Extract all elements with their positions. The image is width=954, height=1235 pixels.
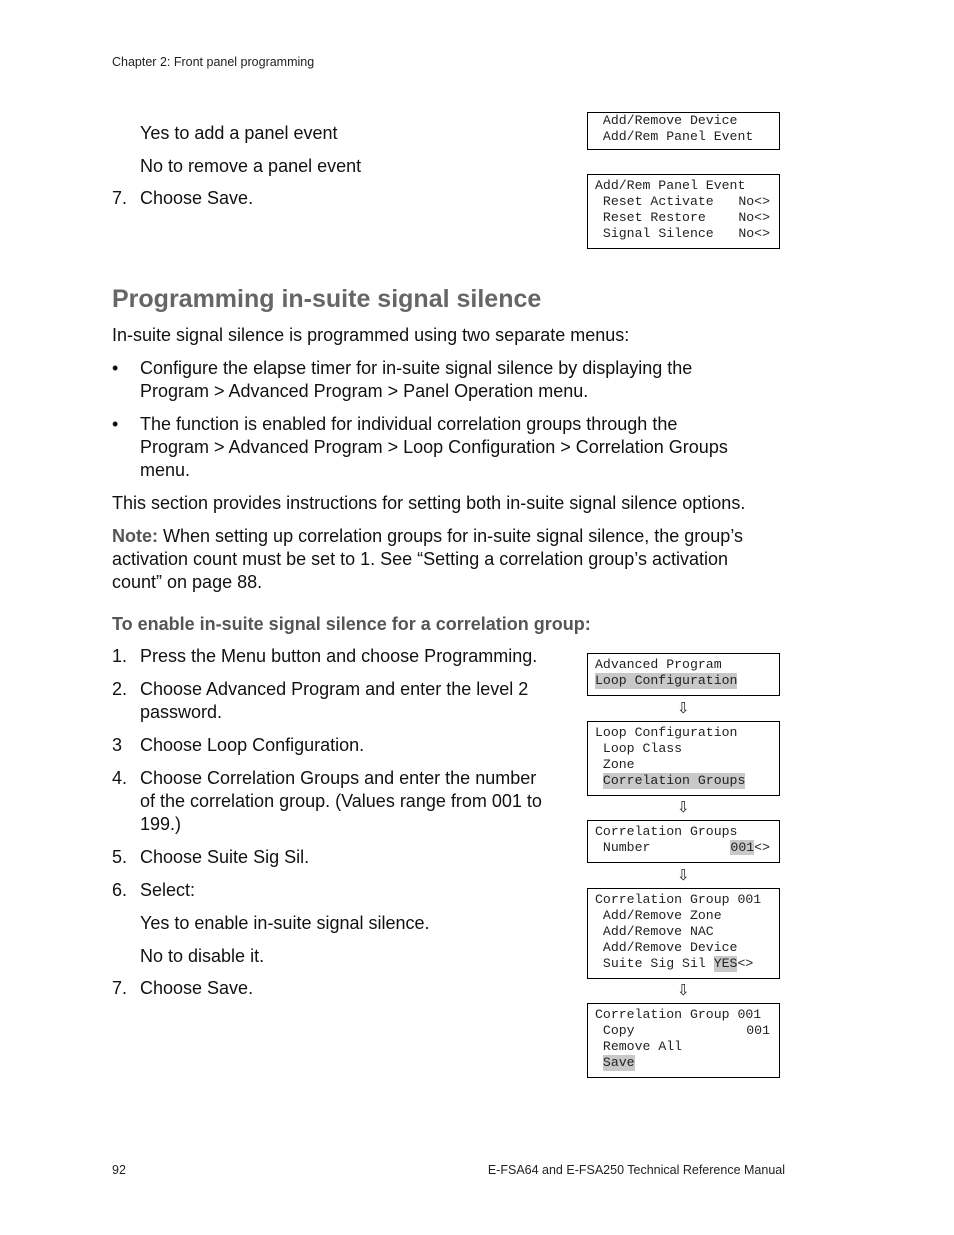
intro-paragraph: In-suite signal silence is programmed using two separate menus: — [112, 325, 630, 345]
lcd-label — [595, 1023, 603, 1039]
bullet-line: Configure the elapse timer for in-suite signal silence by displaying the — [140, 358, 693, 378]
lcd-selected-item: Correlation Groups — [602, 773, 746, 788]
bullet-line: Program > Advanced Program > Loop Configuration > Correlation Groups — [140, 437, 728, 457]
bullet-marker: • — [112, 414, 119, 434]
lcd-text: Correlation Groups — [595, 824, 738, 839]
lcd-screen-correlation-groups — [587, 820, 780, 863]
lcd-line — [595, 194, 779, 210]
bullet-line: Program > Advanced Program > Panel Operation menu. — [140, 381, 589, 401]
lcd-text: Add/Remove NAC — [602, 924, 714, 939]
lcd-text: Zone — [602, 757, 635, 772]
lcd-text: Add/Remove Device — [602, 940, 738, 955]
lcd-line — [595, 1039, 779, 1055]
lcd-screen-loop-configuration — [587, 721, 780, 796]
lcd-text — [595, 773, 603, 789]
step-line: 199.) — [140, 814, 182, 834]
lcd-line — [595, 226, 779, 242]
step-line: Choose Correlation Groups and enter the number — [140, 768, 537, 788]
lcd-line — [595, 824, 779, 840]
lcd-screen-panel-event — [587, 174, 780, 249]
lcd-text — [595, 757, 603, 773]
page-number: 92 — [112, 1163, 126, 1177]
lcd-line — [595, 956, 779, 972]
lcd-label — [595, 956, 603, 972]
down-arrow-icon: ⇩ — [677, 981, 690, 999]
lcd-line — [595, 840, 779, 856]
lcd-text — [595, 924, 603, 940]
lcd-gap — [706, 956, 714, 972]
lcd-title: Add/Rem Panel Event — [595, 178, 746, 193]
lcd-suffix: <> — [754, 840, 770, 855]
lcd-value-group — [730, 840, 779, 856]
lcd-line — [595, 178, 779, 194]
step-text: Choose Loop Configuration. — [140, 735, 365, 755]
lcd-screen-correlation-group-001 — [587, 888, 780, 979]
yes-option-text: Yes to add a panel event — [140, 123, 338, 143]
lcd-line — [595, 113, 779, 129]
lcd-line — [595, 725, 779, 741]
no-option-text: No to disable it. — [140, 946, 265, 966]
lcd-label: Reset Activate — [602, 194, 714, 209]
lcd-text: Add/Remove Device — [602, 113, 738, 128]
note-line: activation count must be set to 1. See “Setting a correlation group’s activation — [112, 549, 729, 569]
step-line: Choose Advanced Program and enter the level 2 — [140, 679, 529, 699]
running-header: Chapter 2: Front panel programming — [112, 55, 315, 69]
lcd-label: Number — [602, 840, 651, 855]
lcd-text — [595, 1055, 603, 1071]
lcd-text: Add/Remove Zone — [602, 908, 722, 923]
lcd-line — [595, 940, 779, 956]
step-text — [140, 767, 542, 836]
lcd-label — [595, 840, 603, 856]
section-title: Programming in-suite signal silence — [112, 285, 542, 313]
lcd-selected-value: YES — [713, 956, 738, 971]
step-line: password. — [140, 702, 223, 722]
lcd-suffix: <> — [737, 956, 754, 971]
lcd-label: Suite Sig Sil — [602, 956, 706, 971]
lcd-text: Correlation Group 001 — [595, 892, 762, 907]
lcd-line — [595, 129, 779, 145]
lcd-text — [595, 129, 603, 145]
step-text: Choose Suite Sig Sil. — [140, 847, 310, 867]
step-number: 6. — [112, 880, 128, 900]
step-text: Choose Save. — [140, 188, 254, 208]
yes-option-text: Yes to enable in-suite signal silence. — [140, 913, 430, 933]
lcd-line — [595, 657, 779, 673]
lcd-text: Correlation Group 001 — [595, 1007, 762, 1022]
procedure-title: To enable in-suite signal silence for a correlation group: — [112, 614, 591, 634]
step-text: Press the Menu button and choose Programming. — [140, 646, 538, 666]
lcd-label: Copy — [602, 1023, 635, 1038]
down-arrow-icon: ⇩ — [677, 866, 690, 884]
step-number: 3 — [112, 735, 123, 755]
lcd-label: Signal Silence — [602, 226, 714, 241]
lcd-text — [595, 908, 603, 924]
manual-title: E-FSA64 and E-FSA250 Technical Reference Manual — [487, 1163, 785, 1177]
lcd-label — [595, 210, 603, 226]
lcd-line — [595, 1007, 779, 1023]
lcd-screen-advanced-program — [587, 653, 780, 696]
lcd-selected-item: Loop Configuration — [595, 673, 738, 688]
step-line: of the correlation group. (Values range from 001 to — [140, 791, 542, 811]
lcd-selected-value: 001 — [730, 840, 755, 855]
lcd-value: No<> — [738, 210, 770, 225]
lcd-line — [595, 741, 779, 757]
lcd-text: Advanced Program — [595, 657, 722, 672]
lcd-label: Reset Restore — [602, 210, 706, 225]
lcd-value: No<> — [738, 226, 770, 241]
lcd-line — [595, 773, 779, 789]
lcd-screen-correlation-group-save — [587, 1003, 780, 1078]
step-number: 5. — [112, 847, 128, 867]
lcd-line — [595, 892, 779, 908]
lcd-screen-add-remove — [587, 112, 780, 150]
lcd-line — [595, 210, 779, 226]
down-arrow-icon: ⇩ — [677, 699, 690, 717]
lcd-text — [595, 940, 603, 956]
bullet-line: The function is enabled for individual correlation groups through the — [140, 414, 678, 434]
step-number: 7. — [112, 188, 128, 208]
lcd-value: 001 — [746, 1023, 770, 1038]
step-number: 7. — [112, 978, 128, 998]
bullet-marker: • — [112, 358, 119, 378]
lcd-line — [595, 757, 779, 773]
step-number: 4. — [112, 768, 128, 788]
lcd-line — [595, 1055, 779, 1071]
note-label: Note: — [112, 526, 158, 546]
lcd-line — [595, 1023, 779, 1039]
no-option-text: No to remove a panel event — [140, 156, 362, 176]
bullet-line: menu. — [140, 460, 191, 480]
lcd-value: No<> — [738, 194, 770, 209]
provides-paragraph: This section provides instructions for setting both in-suite signal silence options. — [112, 493, 746, 513]
lcd-text: Loop Class — [602, 741, 683, 756]
lcd-line — [595, 673, 779, 689]
lcd-line — [595, 908, 779, 924]
lcd-label — [595, 194, 603, 210]
note-line: count” on page 88. — [112, 572, 263, 592]
lcd-line — [595, 924, 779, 940]
lcd-text: Add/Rem Panel Event — [602, 129, 754, 144]
lcd-text: Remove All — [602, 1039, 683, 1054]
lcd-text: Loop Configuration — [595, 725, 738, 740]
down-arrow-icon: ⇩ — [677, 798, 690, 816]
lcd-selected-item: Save — [602, 1055, 635, 1070]
note-text: When setting up correlation groups for in-suite signal silence, the group’s — [158, 526, 743, 546]
lcd-label — [595, 226, 603, 242]
step-text — [140, 678, 528, 724]
lcd-text — [595, 741, 603, 757]
bullet-item — [140, 413, 728, 482]
step-text: Select: — [140, 880, 196, 900]
step-text: Choose Save. — [140, 978, 254, 998]
lcd-text — [595, 113, 603, 129]
step-number: 2. — [112, 679, 128, 699]
note-paragraph — [112, 525, 743, 594]
step-number: 1. — [112, 646, 128, 666]
bullet-item — [140, 357, 692, 403]
note-line — [112, 525, 743, 548]
lcd-text — [595, 1039, 603, 1055]
